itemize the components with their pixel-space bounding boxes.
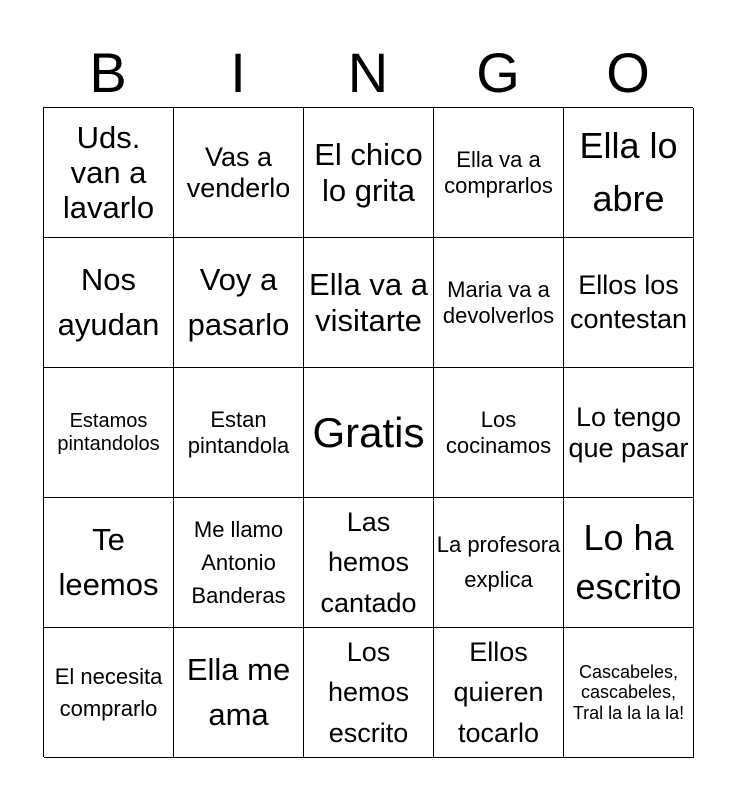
bingo-cell[interactable] [564, 238, 694, 368]
cell-text: Estan pintandola [187, 407, 290, 458]
bingo-cell[interactable] [564, 628, 694, 758]
bingo-cell[interactable] [564, 368, 694, 498]
cell-text: Lo tengo que pasar [568, 401, 689, 463]
bingo-cell[interactable] [174, 628, 304, 758]
bingo-board [43, 107, 693, 757]
bingo-cell[interactable] [434, 368, 564, 498]
bingo-cell[interactable] [44, 498, 174, 628]
cell-text: Los cocinamos [445, 407, 552, 458]
cell-text: Vas a venderlo [186, 141, 291, 203]
bingo-cell[interactable] [174, 108, 304, 238]
free-space-cell[interactable] [304, 368, 434, 498]
cell-text: Ellos los contestan [569, 269, 688, 334]
cell-text: Ellos quieren tocarlo [453, 636, 544, 748]
cell-text: La profesora explica [436, 532, 561, 592]
bingo-cell[interactable] [44, 108, 174, 238]
cell-text: Estamos pintandolos [57, 409, 160, 455]
bingo-cell[interactable] [304, 498, 434, 628]
cell-text: El chico lo grita [314, 137, 423, 208]
cell-text: Maria va a devolverlos [442, 277, 555, 328]
cell-text: Lo ha escrito [575, 516, 682, 607]
header-letter-n: N [347, 41, 389, 104]
header-letter-o: O [606, 41, 650, 104]
cell-text: El necesita comprarlo [54, 663, 163, 721]
bingo-cell[interactable] [174, 238, 304, 368]
cell-text: Te leemos [58, 522, 159, 602]
bingo-cell[interactable] [564, 498, 694, 628]
bingo-header [43, 40, 693, 106]
bingo-cell[interactable] [304, 628, 434, 758]
header-letter-i: I [230, 41, 246, 104]
free-space-text: Gratis [312, 408, 425, 456]
bingo-cell[interactable] [434, 628, 564, 758]
bingo-cell[interactable] [434, 238, 564, 368]
header-letter-g: G [476, 41, 520, 104]
bingo-cell[interactable] [564, 108, 694, 238]
bingo-cell[interactable] [174, 368, 304, 498]
cell-text: Ella va a comprarlos [444, 147, 553, 198]
cell-text: Nos ayudan [57, 262, 160, 342]
bingo-cell[interactable] [44, 238, 174, 368]
cell-text: Uds. van a lavarlo [62, 119, 155, 226]
bingo-cell[interactable] [44, 628, 174, 758]
bingo-cell[interactable] [304, 108, 434, 238]
header-letter-b: B [89, 41, 127, 104]
cell-text: Ella lo abre [579, 125, 678, 219]
cell-text: Ella va a visitarte [309, 267, 428, 338]
bingo-cell[interactable] [44, 368, 174, 498]
cell-text: Las hemos cantado [320, 506, 417, 618]
cell-text: Me llamo Antonio Banderas [191, 517, 286, 608]
cell-text: Voy a pasarlo [187, 262, 290, 342]
bingo-cell[interactable] [434, 108, 564, 238]
bingo-cell[interactable] [174, 498, 304, 628]
bingo-cell[interactable] [304, 238, 434, 368]
cell-text: Los hemos escrito [327, 636, 410, 748]
bingo-cell[interactable] [434, 498, 564, 628]
cell-text: Ella me ama [186, 652, 291, 732]
cell-text: Cascabeles, cascabeles, Tral la la la la! [572, 661, 685, 723]
